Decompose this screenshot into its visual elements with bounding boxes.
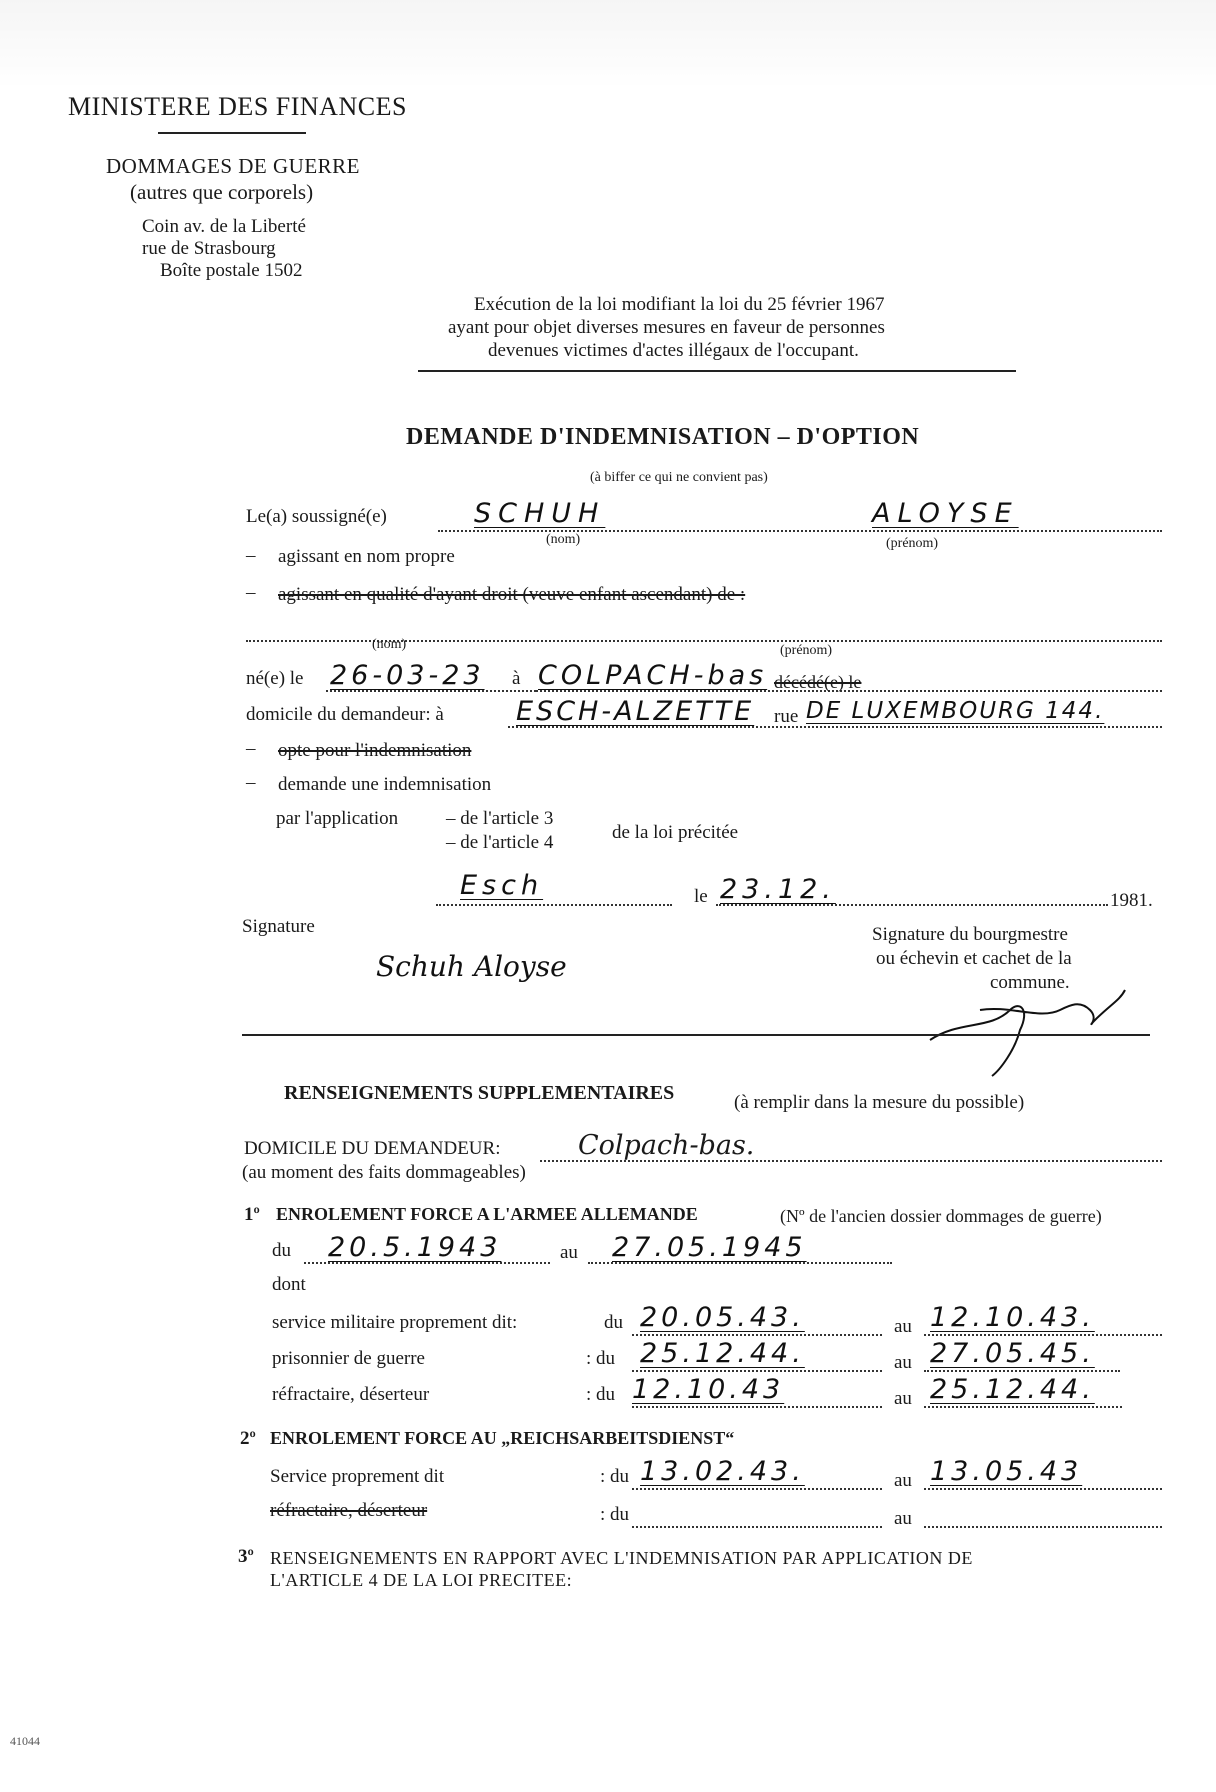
domicile-street: DE LUXEMBOURG 144. (806, 698, 1105, 724)
mayor-signature-line-1: Signature du bourgmestre (872, 924, 1068, 945)
section-divider (242, 1034, 1150, 1036)
ayant-droit-option: agissant en qualité d'ayant droit (veuve enfant ascendant) de : (278, 584, 746, 605)
refractory-from: 12.10.43 (632, 1374, 785, 1405)
section-1-number: 1º (244, 1204, 260, 1225)
law-cited: de la loi précitée (612, 822, 739, 843)
law-line-2: ayant pour objet diverses mesures en faveur de personnes (448, 317, 885, 338)
opt-option: opte pour l'indemnisation (278, 740, 472, 761)
scan-shading (0, 0, 1216, 90)
ministry-title: MINISTERE DES FINANCES (68, 92, 407, 121)
rue-label: rue (774, 706, 799, 727)
pow-au: au (894, 1352, 912, 1373)
law-line-3: devenues victimes d'actes illégaux de l'occupant. (488, 340, 859, 361)
applicant-signature: Schuh Aloyse (376, 950, 567, 983)
signature-label: Signature (242, 916, 315, 937)
section-3-line-1: RENSEIGNEMENTS EN RAPPORT AVEC L'INDEMNISATION PAR APPLICATION DE (270, 1548, 973, 1568)
department-subtitle: (autres que corporels) (130, 180, 314, 204)
section-2-number: 2º (240, 1428, 256, 1449)
military-service-label: service militaire proprement dit: (272, 1312, 518, 1333)
born-label: né(e) le (246, 668, 304, 689)
military-au: au (894, 1316, 912, 1337)
refractory-du: : du (586, 1384, 616, 1405)
deceased-option: décédé(e) le (774, 672, 862, 692)
rad-refractory-au: au (894, 1508, 912, 1529)
s1-from-date: 20.5.1943 (328, 1232, 502, 1263)
nom-caption-2: (nom) (372, 637, 407, 652)
pow-to: 27.05.45. (930, 1338, 1095, 1369)
form-subtitle: (à biffer ce qui ne convient pas) (590, 470, 768, 485)
section-2-title: ENROLEMENT FORCE AU „REICHSARBEITSDIENST“ (270, 1428, 735, 1448)
nom-caption: (nom) (546, 532, 581, 547)
military-du: du (604, 1312, 623, 1333)
section-3-line-2: L'ARTICLE 4 DE LA LOI PRECITEE: (270, 1570, 573, 1590)
birth-date: 26-03-23 (330, 660, 485, 691)
department-name: DOMMAGES DE GUERRE (106, 154, 361, 178)
dont-label: dont (272, 1274, 306, 1295)
s1-to-date: 27.05.1945 (612, 1232, 807, 1263)
law-line-1: Exécution de la loi modifiant la loi du 25 février 1967 (474, 294, 885, 315)
date-label: le (694, 886, 708, 907)
rad-refractory-label: réfractaire, déserteur (270, 1500, 428, 1521)
domicile-at-time-note: (au moment des faits dommageables) (242, 1162, 526, 1183)
extra-title: RENSEIGNEMENTS SUPPLEMENTAIRES (284, 1082, 675, 1104)
place-of-signing: Esch (460, 870, 544, 901)
mayor-signature-line-2: ou échevin et cachet de la (876, 948, 1072, 969)
domicile-at-time-label: DOMICILE DU DEMANDEUR: (244, 1138, 501, 1159)
article-4: – de l'article 4 (446, 832, 554, 853)
application-label: par l'application (276, 808, 399, 829)
pow-du: : du (586, 1348, 616, 1369)
s1-au: au (560, 1242, 578, 1263)
birth-place-label: à (512, 668, 521, 689)
rad-du: : du (600, 1466, 630, 1487)
section-1-note: (Nº de l'ancien dossier dommages de guerre) (780, 1206, 1102, 1226)
form-code: 41044 (10, 1734, 40, 1748)
pow-label: prisonnier de guerre (272, 1348, 425, 1369)
article-3: – de l'article 3 (446, 808, 554, 829)
s1-du: du (272, 1240, 291, 1261)
section-3-number: 3º (238, 1546, 254, 1567)
address-line-3: Boîte postale 1502 (160, 260, 303, 281)
section-1-title: ENROLEMENT FORCE A L'ARMEE ALLEMANDE (276, 1204, 698, 1224)
military-from: 20.05.43. (640, 1302, 805, 1333)
rad-refractory-du: : du (600, 1504, 630, 1525)
mayor-signature-scribble (920, 980, 1140, 1080)
address-line-2: rue de Strasbourg (142, 238, 276, 259)
signing-year: 1981. (1110, 890, 1153, 911)
address-line-1: Coin av. de la Liberté (142, 216, 306, 237)
header-rule (158, 132, 306, 134)
own-name-option: agissant en nom propre (278, 546, 455, 567)
rad-to: 13.05.43 (930, 1456, 1083, 1487)
prenom-caption: (prénom) (886, 536, 939, 551)
pow-from: 25.12.44. (640, 1338, 805, 1369)
refractory-to: 25.12.44. (930, 1374, 1095, 1405)
rad-service-label: Service proprement dit (270, 1466, 445, 1487)
prenom-caption-2: (prénom) (780, 643, 833, 658)
domicile-label: domicile du demandeur: à (246, 704, 444, 725)
form-title: DEMANDE D'INDEMNISATION – D'OPTION (406, 424, 920, 450)
refractory-au: au (894, 1388, 912, 1409)
mayor-signature-line-3: commune. (990, 972, 1070, 993)
extra-title-note: (à remplir dans la mesure du possible) (734, 1092, 1025, 1113)
domicile-city: ESCH-ALZETTE (516, 696, 755, 727)
birth-place: COLPACH-bas (538, 660, 768, 691)
law-rule (418, 370, 1016, 372)
signing-date: 23.12. (720, 874, 836, 905)
military-to: 12.10.43. (930, 1302, 1095, 1333)
demand-option: demande une indemnisation (278, 774, 492, 795)
applicant-surname: SCHUH (474, 498, 606, 529)
domicile-at-time-value: Colpach-bas. (578, 1130, 755, 1161)
rad-from: 13.02.43. (640, 1456, 805, 1487)
applicant-label: Le(a) soussigné(e) (246, 506, 387, 527)
rad-au: au (894, 1470, 912, 1491)
applicant-firstname: ALOYSE (872, 498, 1019, 529)
refractory-label: réfractaire, déserteur (272, 1384, 430, 1405)
